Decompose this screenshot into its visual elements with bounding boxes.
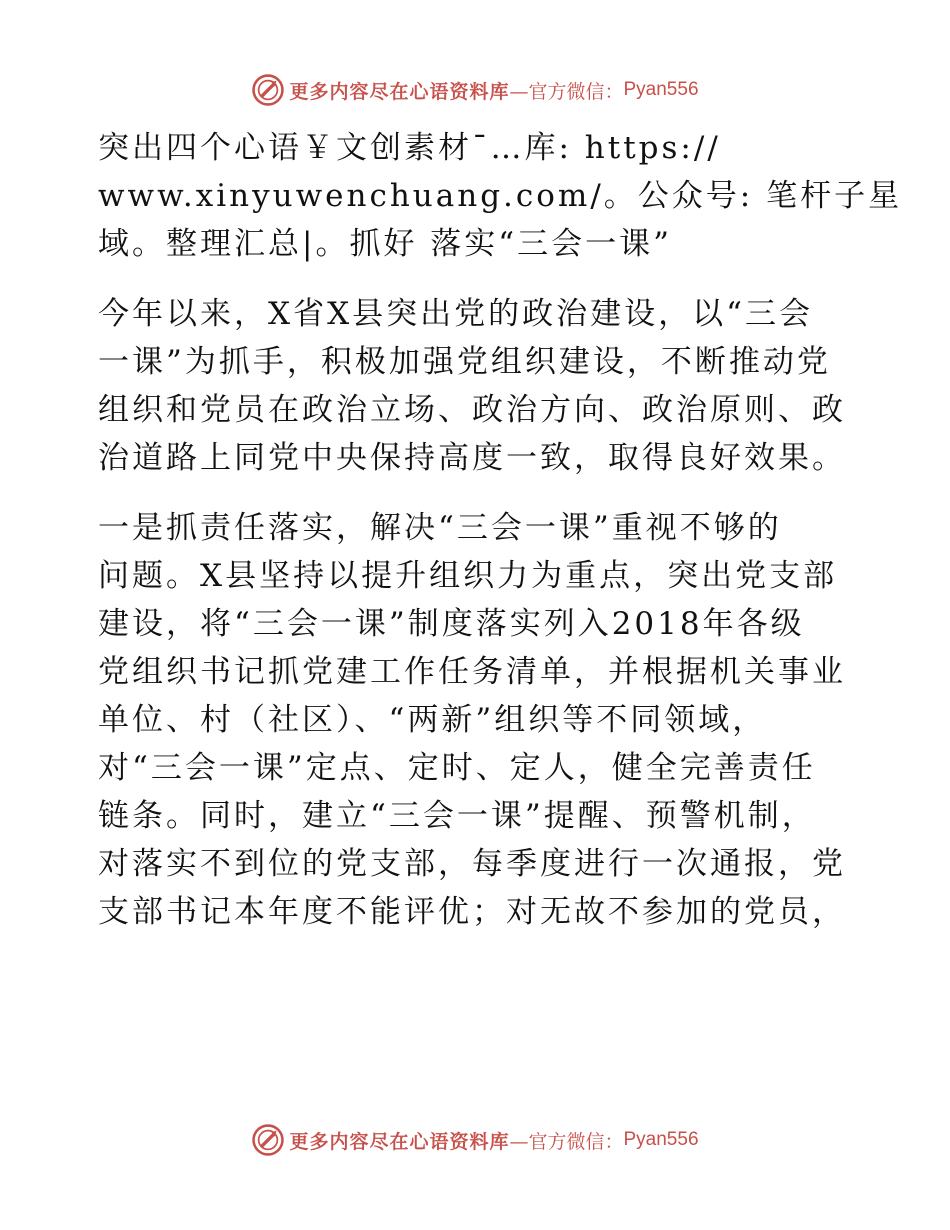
text-line: 单位、村（社区）、“两新”组织等不同领域， — [98, 702, 767, 738]
text-line: 一是抓责任落实，解决“三会一课”重视不够的 — [98, 510, 782, 546]
banner-contact-label: —官方微信： — [509, 1130, 624, 1153]
banner-contact-label: —官方微信： — [509, 80, 624, 103]
text-line: 问题。X县坚持以提升组织力为重点，突出党支部 — [98, 558, 838, 594]
banner-title: 更多内容尽在心语资料库 — [289, 1130, 510, 1153]
seal-logo-icon — [251, 73, 285, 107]
paragraph-overview — [98, 290, 858, 482]
paragraph-intro — [98, 124, 903, 268]
text-line: 对“三会一课”定点、定时、定人，健全完善责任 — [98, 750, 816, 786]
banner-contact-id: Pyan556 — [623, 79, 699, 100]
banner-title: 更多内容尽在心语资料库 — [289, 80, 510, 103]
text-line: www.xinyuwenchuang.com/。公众号: 笔杆子星 — [98, 178, 903, 214]
text-line: 治道路上同党中央保持高度一致，取得良好效果。 — [98, 440, 846, 476]
text-line: 链条。同时，建立“三会一课”提醒、预警机制， — [98, 798, 816, 834]
header-banner — [0, 70, 950, 110]
document-body — [98, 124, 903, 936]
text-line: 党组织书记抓党建工作任务清单，并根据机关事业 — [98, 654, 846, 690]
footer-banner — [0, 1120, 950, 1160]
text-line: 域。整理汇总|。抓好 落实“三会一课” — [98, 226, 672, 262]
paragraph-responsibility — [98, 504, 858, 936]
text-line: 建设，将“三会一课”制度落实列入2018年各级 — [98, 606, 805, 642]
text-line: 今年以来，X省X县突出党的政治建设，以“三会 — [98, 296, 813, 332]
seal-logo-icon — [251, 1123, 285, 1157]
text-line: 对落实不到位的党支部，每季度进行一次通报，党 — [98, 846, 846, 882]
text-line: 支部书记本年度不能评优；对无故不参加的党员， — [98, 894, 846, 930]
text-line: 组织和党员在政治立场、政治方向、政治原则、政 — [98, 392, 846, 428]
banner-contact-id: Pyan556 — [623, 1129, 699, 1150]
text-line: 一课”为抓手，积极加强党组织建设，不断推动党 — [98, 344, 831, 380]
text-line: 突出四个心语￥文创素材¯…库: https:// — [98, 130, 721, 166]
